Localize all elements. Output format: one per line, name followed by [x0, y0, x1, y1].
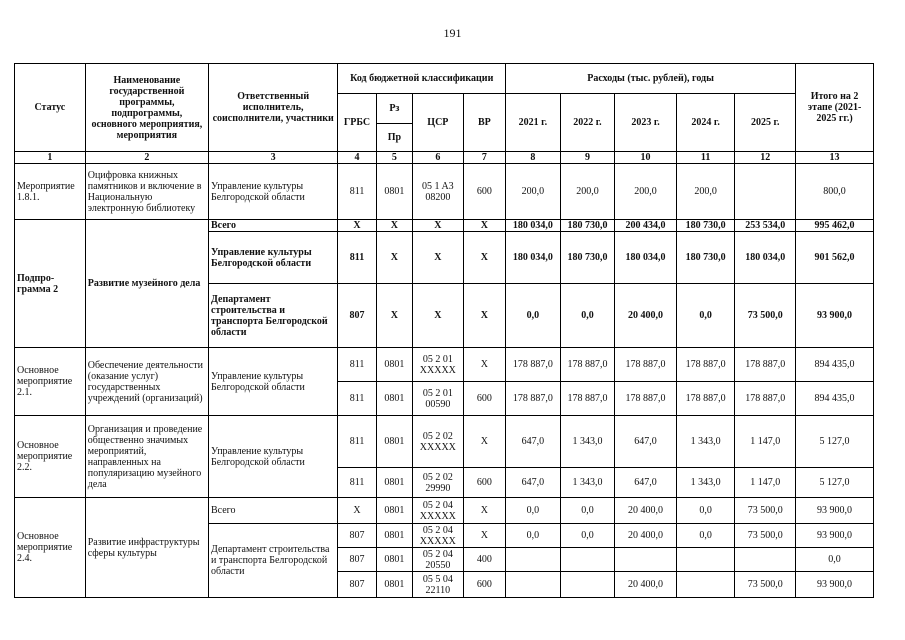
cell-2021: 178 887,0: [506, 348, 561, 382]
cell-grbs: 811: [338, 232, 376, 284]
table-row: [15, 416, 874, 468]
header-vr: ВР: [463, 94, 505, 152]
header-2025: 2025 г.: [735, 94, 796, 152]
cell-2025: 180 034,0: [735, 232, 796, 284]
col-index: 4: [338, 152, 376, 164]
cell-csr: 05 5 04 22110: [413, 572, 464, 598]
cell-2025: 73 500,0: [735, 498, 796, 524]
cell-2023: 20 400,0: [615, 284, 677, 348]
cell-rzpr: Х: [376, 232, 412, 284]
col-index: 8: [506, 152, 561, 164]
row-executor: Управление культуры Белгородской области: [209, 164, 338, 220]
cell-grbs: 811: [338, 382, 376, 416]
header-grbs: ГРБС: [338, 94, 376, 152]
cell-rzpr: 0801: [376, 468, 412, 498]
table-row: [15, 348, 874, 382]
row-name: Развитие инфраструктуры сферы культуры: [85, 498, 208, 598]
cell-2023: [615, 548, 677, 572]
cell-vr: 600: [463, 164, 505, 220]
cell-rzpr: Х: [376, 220, 412, 232]
cell-vr: 600: [463, 382, 505, 416]
cell-grbs: 811: [338, 348, 376, 382]
cell-2021: 0,0: [506, 498, 561, 524]
cell-2022: 178 887,0: [560, 348, 615, 382]
header-2022: 2022 г.: [560, 94, 615, 152]
cell-2025: [735, 548, 796, 572]
row-status: Основное мероприятие 2.2.: [15, 416, 86, 498]
cell-rzpr: 0801: [376, 348, 412, 382]
cell-vr: Х: [463, 416, 505, 468]
cell-total: 93 900,0: [796, 524, 874, 548]
header-executor: Ответственный исполнитель, соисполнители, участники: [209, 64, 338, 152]
cell-vr: Х: [463, 348, 505, 382]
cell-total: 0,0: [796, 548, 874, 572]
cell-2023: 20 400,0: [615, 524, 677, 548]
cell-csr: 05 2 04 XXXXX: [413, 524, 464, 548]
cell-2023: 180 034,0: [615, 232, 677, 284]
cell-2021: 178 887,0: [506, 382, 561, 416]
cell-rzpr: 0801: [376, 548, 412, 572]
cell-2021: [506, 548, 561, 572]
table-row: [15, 220, 874, 232]
cell-2023: 647,0: [615, 416, 677, 468]
header-2024: 2024 г.: [676, 94, 735, 152]
cell-rzpr: Х: [376, 284, 412, 348]
cell-grbs: 807: [338, 572, 376, 598]
cell-vr: Х: [463, 498, 505, 524]
column-index-row: [15, 152, 874, 164]
header-total: Итого на 2 этапе (2021-2025 гг.): [796, 64, 874, 152]
cell-2023: 200 434,0: [615, 220, 677, 232]
cell-2024: 178 887,0: [676, 382, 735, 416]
cell-2022: 1 343,0: [560, 416, 615, 468]
col-index: 9: [560, 152, 615, 164]
row-status: Основное мероприятие 2.1.: [15, 348, 86, 416]
cell-2025: 1 147,0: [735, 468, 796, 498]
cell-2021: 0,0: [506, 284, 561, 348]
row-executor: Департамент строительства и транспорта Белгородской области: [209, 524, 338, 598]
cell-total: 800,0: [796, 164, 874, 220]
col-index: 2: [85, 152, 208, 164]
cell-2021: 0,0: [506, 524, 561, 548]
header-name: Наименование государственной программы, подпрограммы, основного мероприятия, мероприятия: [85, 64, 208, 152]
cell-csr: 05 2 02 XXXXX: [413, 416, 464, 468]
cell-csr: Х: [413, 220, 464, 232]
cell-total: 93 900,0: [796, 498, 874, 524]
header-expenses: Расходы (тыс. рублей), годы: [506, 64, 796, 94]
cell-grbs: 811: [338, 416, 376, 468]
cell-2022: 0,0: [560, 284, 615, 348]
cell-total: 894 435,0: [796, 348, 874, 382]
cell-grbs: 811: [338, 164, 376, 220]
budget-table: [14, 63, 874, 598]
cell-csr: 05 2 02 29990: [413, 468, 464, 498]
row-name: Обеспечение деятельности (оказание услуг) государственных учреждений (организаций): [85, 348, 208, 416]
cell-2023: 647,0: [615, 468, 677, 498]
cell-2024: 180 730,0: [676, 220, 735, 232]
row-executor: Управление культуры Белгородской области: [209, 348, 338, 416]
row-executor: Всего: [209, 498, 338, 524]
cell-2021: 200,0: [506, 164, 561, 220]
cell-rzpr: 0801: [376, 382, 412, 416]
cell-2025: 1 147,0: [735, 416, 796, 468]
cell-vr: Х: [463, 284, 505, 348]
cell-2023: 20 400,0: [615, 572, 677, 598]
cell-total: 5 127,0: [796, 468, 874, 498]
row-status: Мероприятие 1.8.1.: [15, 164, 86, 220]
row-executor: Управление культуры Белгородской области: [209, 232, 338, 284]
cell-total: 93 900,0: [796, 284, 874, 348]
cell-csr: 05 1 A3 08200: [413, 164, 464, 220]
table-row: [15, 164, 874, 220]
cell-2025: 73 500,0: [735, 284, 796, 348]
cell-2024: 200,0: [676, 164, 735, 220]
cell-rzpr: 0801: [376, 164, 412, 220]
cell-vr: 600: [463, 572, 505, 598]
cell-2024: 0,0: [676, 284, 735, 348]
cell-2023: 178 887,0: [615, 382, 677, 416]
cell-2024: 178 887,0: [676, 348, 735, 382]
cell-2021: 180 034,0: [506, 232, 561, 284]
header-budget-code: Код бюджетной классификации: [338, 64, 506, 94]
cell-csr: 05 2 04 XXXXX: [413, 498, 464, 524]
cell-2022: 0,0: [560, 498, 615, 524]
cell-csr: 05 2 01 00590: [413, 382, 464, 416]
col-index: 1: [15, 152, 86, 164]
col-index: 10: [615, 152, 677, 164]
row-executor: Управление культуры Белгородской области: [209, 416, 338, 498]
row-name: Организация и проведение общественно значимых мероприятий, направленных на популяризацию музейного дела: [85, 416, 208, 498]
cell-2022: 200,0: [560, 164, 615, 220]
cell-2025: [735, 164, 796, 220]
table-row: [15, 498, 874, 524]
cell-grbs: 807: [338, 548, 376, 572]
cell-rzpr: 0801: [376, 572, 412, 598]
row-name: Развитие музейного дела: [85, 220, 208, 348]
cell-rzpr: 0801: [376, 524, 412, 548]
cell-csr: Х: [413, 284, 464, 348]
cell-vr: 600: [463, 468, 505, 498]
cell-2022: 0,0: [560, 524, 615, 548]
cell-2024: [676, 548, 735, 572]
cell-vr: Х: [463, 524, 505, 548]
cell-2024: [676, 572, 735, 598]
header-2021: 2021 г.: [506, 94, 561, 152]
cell-2022: 180 730,0: [560, 232, 615, 284]
cell-grbs: 807: [338, 524, 376, 548]
cell-total: 901 562,0: [796, 232, 874, 284]
cell-rzpr: 0801: [376, 498, 412, 524]
cell-2024: 0,0: [676, 524, 735, 548]
cell-2025: 253 534,0: [735, 220, 796, 232]
page-number: 191: [443, 26, 462, 40]
col-index: 5: [376, 152, 412, 164]
header-csr: ЦСР: [413, 94, 464, 152]
cell-2022: 1 343,0: [560, 468, 615, 498]
cell-total: 5 127,0: [796, 416, 874, 468]
col-index: 12: [735, 152, 796, 164]
cell-2023: 178 887,0: [615, 348, 677, 382]
cell-grbs: 807: [338, 284, 376, 348]
col-index: 7: [463, 152, 505, 164]
cell-csr: 05 2 04 20550: [413, 548, 464, 572]
cell-2024: 1 343,0: [676, 468, 735, 498]
cell-2024: 180 730,0: [676, 232, 735, 284]
col-index: 6: [413, 152, 464, 164]
cell-2022: 180 730,0: [560, 220, 615, 232]
cell-2021: 647,0: [506, 416, 561, 468]
cell-vr: Х: [463, 220, 505, 232]
cell-rzpr: 0801: [376, 416, 412, 468]
row-executor: Департамент строительства и транспорта Белгородской области: [209, 284, 338, 348]
cell-grbs: Х: [338, 220, 376, 232]
cell-2022: 178 887,0: [560, 382, 615, 416]
col-index: 3: [209, 152, 338, 164]
cell-csr: Х: [413, 232, 464, 284]
cell-2021: [506, 572, 561, 598]
cell-2023: 20 400,0: [615, 498, 677, 524]
cell-vr: 400: [463, 548, 505, 572]
cell-total: 93 900,0: [796, 572, 874, 598]
header-rz: Рз: [376, 94, 412, 124]
cell-2024: 0,0: [676, 498, 735, 524]
cell-2023: 200,0: [615, 164, 677, 220]
cell-vr: Х: [463, 232, 505, 284]
cell-2025: 178 887,0: [735, 382, 796, 416]
row-executor: Всего: [209, 220, 338, 232]
cell-grbs: 811: [338, 468, 376, 498]
cell-2022: [560, 548, 615, 572]
cell-2025: 73 500,0: [735, 572, 796, 598]
header-status: Статус: [15, 64, 86, 152]
header-pr: Пр: [376, 124, 412, 152]
header-2023: 2023 г.: [615, 94, 677, 152]
col-index: 11: [676, 152, 735, 164]
col-index: 13: [796, 152, 874, 164]
cell-2021: 180 034,0: [506, 220, 561, 232]
row-name: Оцифровка книжных памятников и включение в Национальную электронную библиотеку: [85, 164, 208, 220]
cell-2021: 647,0: [506, 468, 561, 498]
cell-2025: 178 887,0: [735, 348, 796, 382]
cell-2024: 1 343,0: [676, 416, 735, 468]
cell-csr: 05 2 01 XXXXX: [413, 348, 464, 382]
cell-total: 995 462,0: [796, 220, 874, 232]
cell-2022: [560, 572, 615, 598]
row-status: Подпро-грамма 2: [15, 220, 86, 348]
row-status: Основное мероприятие 2.4.: [15, 498, 86, 598]
cell-grbs: Х: [338, 498, 376, 524]
cell-total: 894 435,0: [796, 382, 874, 416]
cell-2025: 73 500,0: [735, 524, 796, 548]
